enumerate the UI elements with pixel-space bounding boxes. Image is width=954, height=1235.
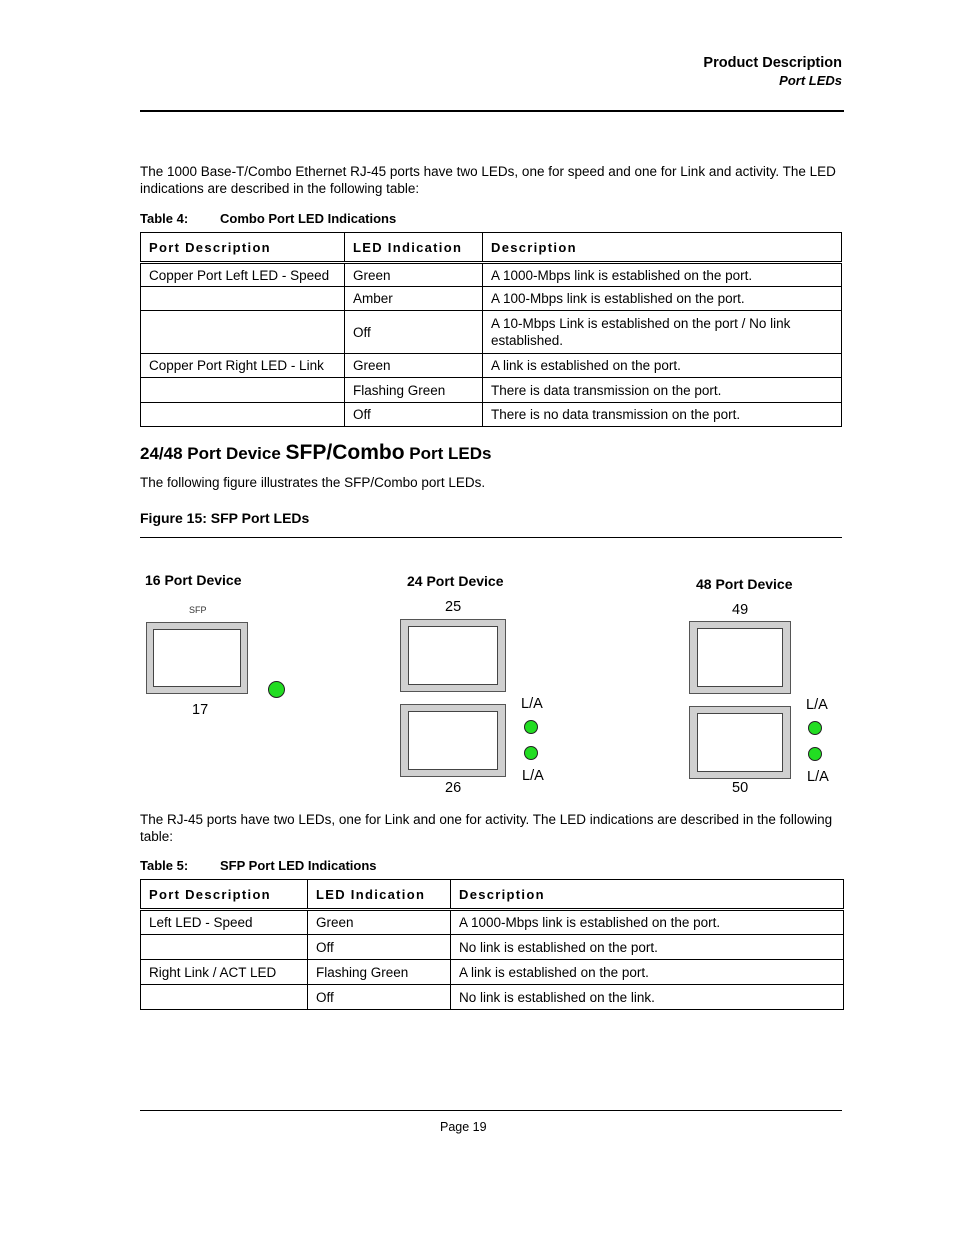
sfp-port-17: [146, 622, 248, 694]
device-24-title: 24 Port Device: [407, 573, 504, 589]
table-cell: Right Link / ACT LED: [141, 960, 308, 985]
led-indicator: [524, 746, 538, 760]
footer-rule: [140, 1110, 842, 1111]
table-row: [141, 287, 842, 311]
table4-header-row: [141, 233, 842, 263]
table-cell: [141, 403, 345, 427]
table4-header-port: Port Description: [141, 233, 345, 263]
table4-title: Combo Port LED Indications: [220, 211, 397, 226]
table4-header-desc: Description: [483, 233, 842, 263]
device-48-title: 48 Port Device: [696, 576, 793, 592]
section-heading: [140, 441, 491, 465]
section-heading-part2: SFP/Combo: [285, 441, 405, 464]
device-48-top-port-label: 49: [732, 602, 749, 618]
table5-header-row: [141, 880, 844, 910]
led-indicator: [524, 720, 538, 734]
table4: [140, 232, 842, 427]
table5-caption: [140, 858, 377, 873]
device-48-led-bottom-label: L/A: [807, 769, 829, 785]
header-rule: [140, 110, 844, 112]
table-cell: Off: [345, 311, 483, 354]
port-26: [400, 704, 506, 777]
figure-caption: Figure 15: SFP Port LEDs: [140, 510, 310, 526]
figure-intro: The following figure illustrates the SFP/Combo port LEDs.: [140, 475, 486, 490]
figure-rule: [140, 537, 842, 538]
table-row: [141, 378, 842, 403]
table-cell: There is data transmission on the port.: [483, 378, 842, 403]
table-cell: [141, 311, 345, 354]
second-paragraph: The RJ-45 ports have two LEDs, one for Link and one for activity. The LED indications are described in the following table:: [140, 812, 833, 844]
table5-header-led: LED Indication: [308, 880, 451, 910]
device-16-sfp-label: SFP: [189, 605, 207, 615]
table-cell: There is no data transmission on the port.: [483, 403, 842, 427]
table-cell: Amber: [345, 287, 483, 311]
device-24-top-port-label: 25: [445, 599, 462, 615]
table-cell: [141, 287, 345, 311]
device-16-port-label: 17: [192, 702, 209, 718]
table-cell: A 1000-Mbps link is established on the port.: [451, 910, 844, 935]
table5-header-desc: Description: [451, 880, 844, 910]
table-cell: Copper Port Right LED - Link: [141, 354, 345, 378]
table-cell: Left LED - Speed: [141, 910, 308, 935]
table-row: [141, 960, 844, 985]
table4-caption: [140, 211, 396, 226]
port-25: [400, 619, 506, 692]
table-row: [141, 403, 842, 427]
table-cell: Flashing Green: [308, 960, 451, 985]
device-24-bottom-port-label: 26: [445, 780, 462, 796]
table-cell: A link is established on the port.: [451, 960, 844, 985]
table-row: [141, 985, 844, 1010]
device-24-led-bottom-label: L/A: [522, 768, 544, 784]
table-cell: A 1000-Mbps link is established on the port.: [483, 263, 842, 287]
table-cell: [141, 935, 308, 960]
port-49: [689, 621, 791, 694]
page-number: Page 19: [440, 1120, 487, 1134]
table-cell: Copper Port Left LED - Speed: [141, 263, 345, 287]
table5: [140, 879, 844, 1010]
table5-header-port: Port Description: [141, 880, 308, 910]
table-cell: No link is established on the link.: [451, 985, 844, 1010]
table-row: [141, 910, 844, 935]
section-heading-part3: Port LEDs: [404, 444, 492, 463]
table-cell: [141, 985, 308, 1010]
header-title: Product Description: [703, 55, 842, 71]
table-cell: A 100-Mbps link is established on the port.: [483, 287, 842, 311]
led-indicator: [268, 681, 285, 698]
led-indicator: [808, 721, 822, 735]
device-24-led-top-label: L/A: [521, 696, 543, 712]
table-cell: Green: [345, 263, 483, 287]
table5-title: SFP Port LED Indications: [220, 858, 377, 873]
device-48-bottom-port-label: 50: [732, 780, 749, 796]
device-48-led-top-label: L/A: [806, 697, 828, 713]
table-cell: Flashing Green: [345, 378, 483, 403]
table4-header-led: LED Indication: [345, 233, 483, 263]
table5-number: Table 5:: [140, 858, 189, 873]
table-cell: [141, 378, 345, 403]
table-cell: A link is established on the port.: [483, 354, 842, 378]
table4-number: Table 4:: [140, 211, 189, 226]
led-indicator: [808, 747, 822, 761]
device-16-title: 16 Port Device: [145, 572, 242, 588]
table-cell: Off: [308, 935, 451, 960]
intro-paragraph: The 1000 Base-T/Combo Ethernet RJ-45 ports have two LEDs, one for speed and one for Link and activity. The LED indications are described in the following table:: [140, 164, 836, 196]
table-cell: Off: [345, 403, 483, 427]
table-row: [141, 935, 844, 960]
table-cell: No link is established on the port.: [451, 935, 844, 960]
table-row: [141, 311, 842, 354]
table-cell: Green: [308, 910, 451, 935]
table-cell: Off: [308, 985, 451, 1010]
port-50: [689, 706, 791, 779]
section-heading-part1: 24/48 Port Device: [140, 444, 286, 463]
table-cell: Green: [345, 354, 483, 378]
header-subtitle: Port LEDs: [779, 73, 842, 88]
table-row: [141, 354, 842, 378]
table-row: [141, 263, 842, 287]
table-cell: A 10-Mbps Link is established on the port / No link established.: [483, 311, 842, 354]
